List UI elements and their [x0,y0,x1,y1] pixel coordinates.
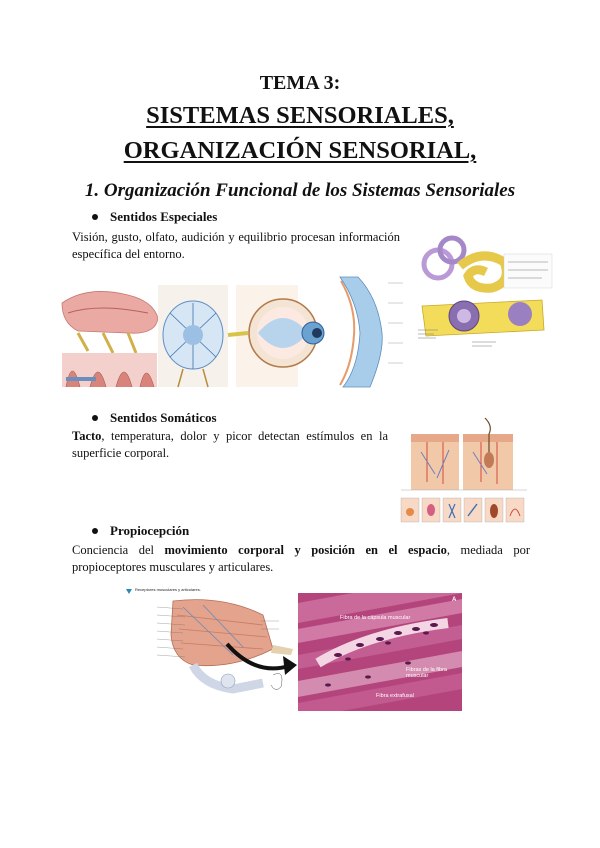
section-heading: 1. Organización Funcional de los Sistemas Sensoriales [84,180,516,201]
somaticos-text-rest: , temperatura, dolor y picor detectan estímulos en la superficie corporal. [72,429,388,460]
inner-ear-figure [412,226,557,352]
propiocepcion-text-a: Conciencia del [72,543,165,557]
bullet-somaticos [92,410,217,426]
micro-label-fibers: Fibras de la fibra muscular [406,667,447,679]
somaticos-text [72,428,388,462]
propiocepcion-text-bold: movimiento corporal y posición en el espacio [164,543,447,557]
arrow-icon [225,638,300,680]
page-title-line1: SISTEMAS SENSORIALES, [146,102,454,129]
muscle-micrograph [298,593,462,711]
tema-label: TEMA 3: [259,72,341,94]
bullet-especiales [92,209,217,225]
page-title-line2: ORGANIZACIÓN SENSORIAL, [123,137,477,164]
micro-label-capsule: Fibra de la cápsula muscular [340,615,411,621]
bullet-somaticos-label: Sentidos Somáticos [110,410,217,425]
propiocepcion-text [72,542,530,576]
skin-receptors-figure [397,412,532,524]
especiales-text: Visión, gusto, olfato, audición y equilibrio procesan información específica del entorno. [72,230,400,261]
propiocepcion-text-b: , mediada por propioceptores musculares y articulares. [72,543,530,574]
micro-label-extrafusal: Fibra extrafusal [376,693,414,699]
bullet-dot [92,415,98,421]
bullet-propiocepcion [92,523,189,539]
muscle-figure-heading: Receptores musculares y articulares. [135,587,201,592]
micro-letter: A [452,597,457,603]
bullet-propiocepcion-label: Propiocepción [110,523,190,538]
special-senses-figure [58,273,410,391]
somaticos-text-bold: Tacto [72,429,102,443]
bullet-dot [92,528,98,534]
bullet-especiales-label: Sentidos Especiales [110,209,218,224]
bullet-dot [92,214,98,220]
